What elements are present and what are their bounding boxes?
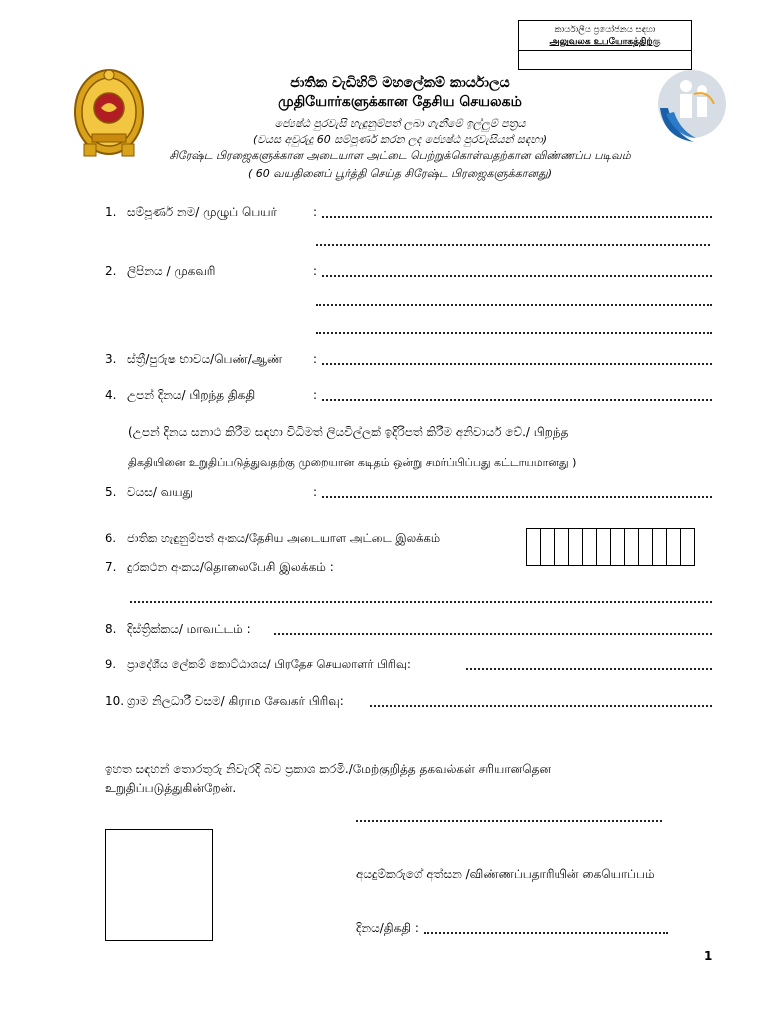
office-use-box bbox=[518, 20, 692, 70]
nic-digit-box[interactable] bbox=[639, 529, 653, 565]
date-line[interactable] bbox=[424, 932, 668, 934]
nic-digit-box[interactable] bbox=[681, 529, 694, 565]
address-line-3[interactable] bbox=[316, 332, 712, 334]
field-age-label: 5. වයස/ வயது bbox=[105, 485, 193, 499]
ds-division-line[interactable] bbox=[466, 668, 712, 670]
nic-digit-box[interactable] bbox=[541, 529, 555, 565]
field-gender-label: 3. ස්ත්‍රී/පුරුෂ භාවය/பெண்/ஆண் bbox=[105, 352, 283, 366]
dob-note-line-2: திகதியினை உறுதிப்படுத்துவதற்கு முறையான கடிதம் ஒன்று சமர்ப்பிப்பது கட்டாயமானது ) bbox=[128, 456, 577, 469]
nic-digit-box[interactable] bbox=[555, 529, 569, 565]
nic-digit-box[interactable] bbox=[625, 529, 639, 565]
office-use-tamil: அலுவலக உபயோகத்திற்கு bbox=[549, 37, 661, 47]
nic-digit-box[interactable] bbox=[597, 529, 611, 565]
nic-number-boxes[interactable] bbox=[526, 528, 695, 566]
nic-digit-box[interactable] bbox=[653, 529, 667, 565]
field-gn-division-label: 10. ග්‍රාම නිලධාරී වසම/ கிராம சேவகர் பிரிவு: bbox=[105, 694, 344, 708]
declaration-line-1: ඉහත සඳහන් තොරතුරු නිවැරදි බව ප්‍රකාශ කරමි./மேற்குறித்த தகவல்கள் சரியானதென bbox=[105, 762, 552, 776]
sinhala-title: ජාතික වැඩිහිටි මහලේකම් කාර්යාලය bbox=[290, 75, 510, 91]
tamil-title: முதியோர்களுக்கான தேசிய செயலகம் bbox=[278, 94, 522, 110]
nic-digit-box[interactable] bbox=[583, 529, 597, 565]
secretariat-logo-icon bbox=[652, 64, 726, 148]
full-name-line-2[interactable] bbox=[316, 244, 710, 246]
field-address-label: 2. ලිපිනය / முகவரி bbox=[105, 264, 216, 278]
field-nic-label: 6. ජාතික හැඳුනුම්පත් අංකය/தேசிய அடையாள அட்டை இலக்கம் bbox=[105, 531, 441, 545]
field-district-label: 8. දිස්ත්‍රික්කය/ மாவட்டம் : bbox=[105, 622, 251, 636]
field-number: 9. bbox=[105, 657, 116, 671]
tamil-note: ( 60 வயதினைப் பூர்த்தி செய்த சிரேஷ்ட பிரஜைகளுக்கானது) bbox=[248, 167, 552, 180]
nic-digit-box[interactable] bbox=[569, 529, 583, 565]
sinhala-note: (වයස අවුරුදු 60 සම්පූර්ණ කරන ලද ජ්‍යෙෂ්ඨ පුරවැසියන් සඳහා) bbox=[252, 133, 547, 146]
field-number: 7. bbox=[105, 560, 117, 574]
field-number: 8. bbox=[105, 622, 117, 636]
phone-line[interactable] bbox=[130, 601, 712, 603]
tamil-subtitle: சிரேஷ்ட பிரஜைகளுக்கான அடையாள அட்டை பெற்றுக்கொள்வதற்கான விண்ணப்ப படிவம் bbox=[169, 149, 631, 162]
field-number: 10. bbox=[105, 694, 125, 708]
field-number: 3. bbox=[105, 352, 117, 366]
address-line-2[interactable] bbox=[316, 304, 712, 306]
photo-box[interactable] bbox=[105, 829, 213, 941]
office-use-sinhala: කාර්යාලීය ප්‍රයෝජනය සඳහා bbox=[554, 25, 656, 35]
signature-line[interactable] bbox=[356, 820, 662, 822]
colon: : bbox=[313, 205, 318, 219]
field-number: 6. bbox=[105, 531, 116, 545]
declaration-line-2: உறுதிப்படுத்துகின்றேன். bbox=[105, 781, 237, 795]
full-name-line-1[interactable] bbox=[322, 216, 712, 218]
sinhala-subtitle: ජ්‍යෙෂ්ඨ පුරවැසි හැඳුනුම්පත් ලබා ගැනීමේ ඉල්ලුම් පත්‍රය bbox=[274, 117, 526, 130]
field-dob-label: 4. උපන් දිනය/ பிறந்த திகதி bbox=[105, 388, 256, 402]
dob-note-line-1: (උපන් දිනය සනාථ කිරීම සඳහා විධිමත් ලියවිල්ලක් ඉදිරිපත් කිරීම අනිවාර්ය වේ./ பிறந்த bbox=[128, 425, 569, 439]
field-number: 4. bbox=[105, 388, 117, 402]
age-line[interactable] bbox=[322, 496, 712, 498]
date-label: දිනය/திகதி : bbox=[356, 921, 419, 935]
national-emblem-icon bbox=[70, 64, 148, 160]
field-full-name-label: 1. සම්පූර්ණ නම/ முழுப் பெயர் bbox=[105, 205, 277, 219]
district-line[interactable] bbox=[274, 633, 712, 635]
gender-line[interactable] bbox=[322, 363, 712, 365]
colon: : bbox=[313, 485, 318, 499]
nic-digit-box[interactable] bbox=[527, 529, 541, 565]
nic-digit-box[interactable] bbox=[611, 529, 625, 565]
signature-label: අයදුම්කරුගේ අත්සන /விண்ணப்பதாரியின் கையொப்பம் bbox=[356, 867, 655, 881]
address-line-1[interactable] bbox=[322, 275, 712, 277]
nic-digit-box[interactable] bbox=[667, 529, 681, 565]
page-number: 1 bbox=[704, 949, 713, 963]
gn-division-line[interactable] bbox=[370, 705, 712, 707]
field-ds-division-label: 9. ප්‍රාදේශීය ලේකම් කොට්ඨාශය/ பிரதேச செயலாளர் பிரிவு: bbox=[105, 657, 411, 671]
field-phone-label: 7. දුරකථන අංකය/தொலைபேசி இலக்கம் : bbox=[105, 560, 334, 574]
field-number: 2. bbox=[105, 264, 117, 278]
colon: : bbox=[313, 388, 318, 402]
field-number: 1. bbox=[105, 205, 117, 219]
dob-line[interactable] bbox=[322, 399, 712, 401]
office-use-label bbox=[519, 21, 691, 51]
colon: : bbox=[313, 352, 318, 366]
field-number: 5. bbox=[105, 485, 117, 499]
colon: : bbox=[313, 264, 318, 278]
